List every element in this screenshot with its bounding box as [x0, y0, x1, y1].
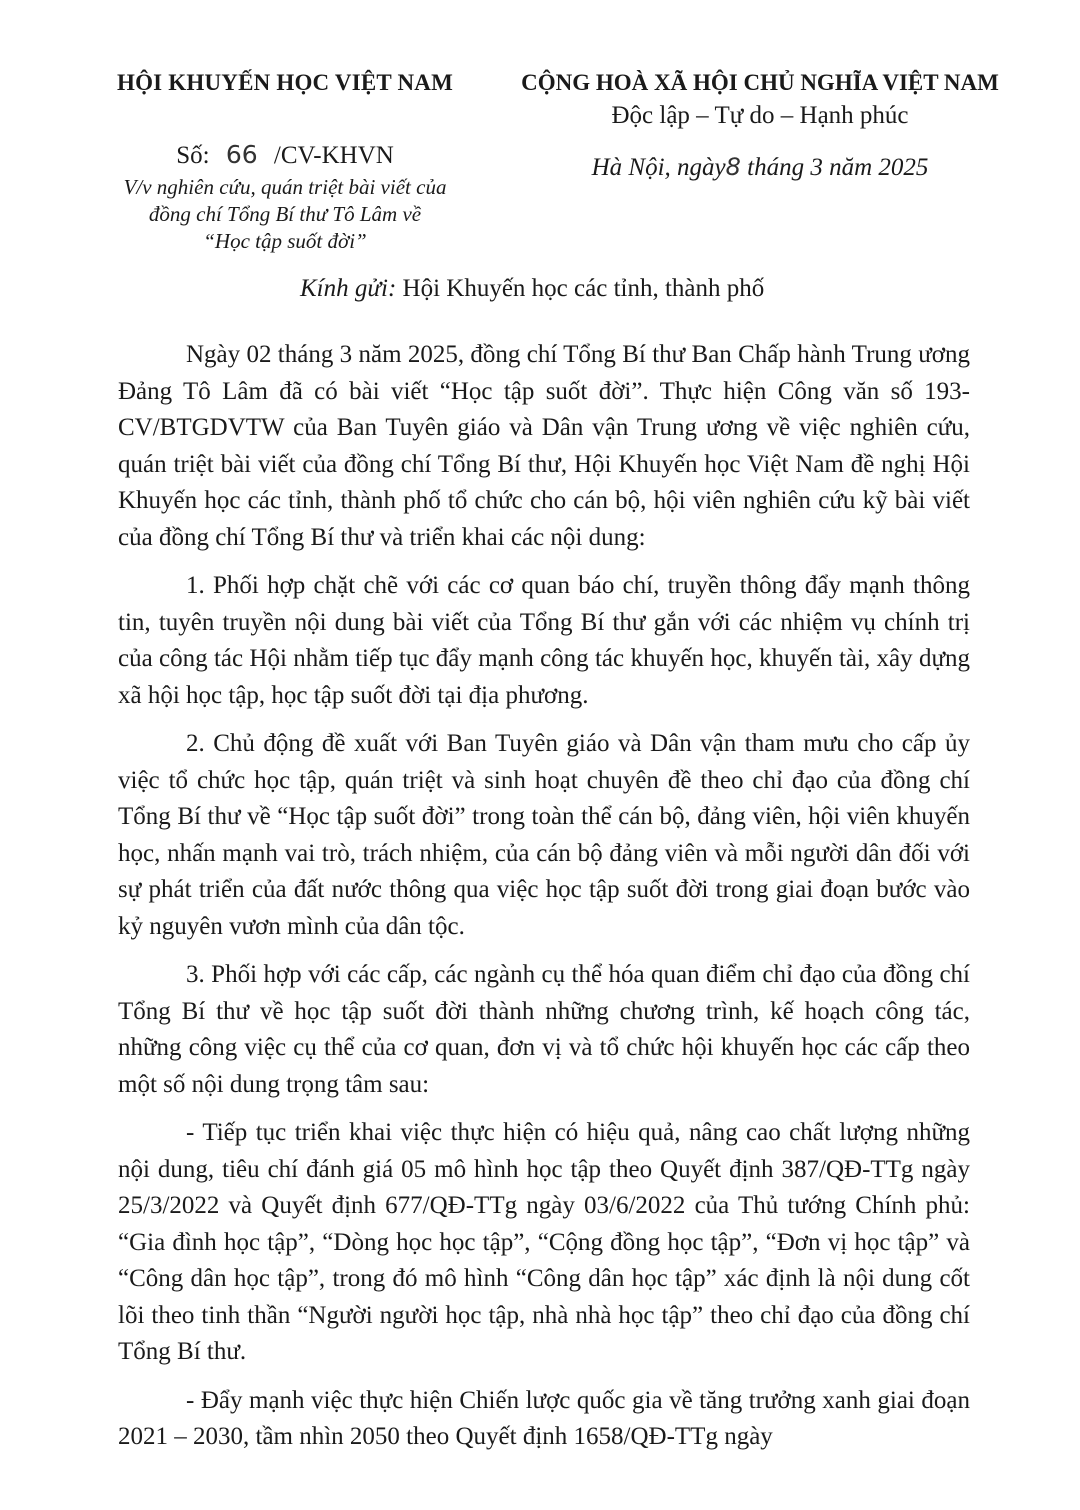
date-prefix: Hà Nội, ngày: [591, 154, 726, 181]
subject-line: “Học tập suốt đời”: [203, 229, 367, 253]
body-paragraph: - Đẩy mạnh việc thực hiện Chiến lược quốc gia về tăng trưởng xanh giai đoạn 2021 – 2030, tầm nhìn 2050 theo Quyết định 1658/QĐ-TTg ngày: [118, 1386, 970, 1450]
body-paragraph: 1. Phối hợp chặt chẽ với các cơ quan báo chí, truyền thông đẩy mạnh thông tin, tuyên truyền nội dung bài viết của Tổng Bí thư gắn với các nhiệm vụ chính trị của công tác Hội nhằm tiếp tục đẩy mạnh công tác khuyến học, khuyến tài, xây dựng xã hội học tập, học tập suốt đời tại địa phương.: [118, 572, 970, 709]
organization-name: HỘI KHUYẾN HỌC VIỆT NAM: [116, 70, 453, 95]
body-paragraph: - Tiếp tục triển khai việc thực hiện có hiệu quả, nâng cao chất lượng những nội dung, tiêu chí đánh giá 05 mô hình học tập theo Quyết định 387/QĐ-TTg ngày 25/3/2022 và Quyết định 677/QĐ-TTg ngày 03/6/2022 của Thủ tướng Chính phủ: “Gia đình học tập”, “Dòng học học tập”, “Cộng đồng học tập”, “Đơn vị học tập” và “Công dân học tập”, trong đó mô hình “Công dân học tập” xác định là nội dung cốt lõi theo tinh thần “Người người học tập, nhà nhà học tập” theo chỉ đạo của đồng chí Tổng Bí thư.: [118, 1119, 970, 1365]
subject-line: đồng chí Tổng Bí thư Tô Lâm về: [148, 202, 422, 226]
document-number-prefix: Số:: [176, 142, 210, 169]
document-body: [118, 337, 970, 1456]
body-paragraph: 3. Phối hợp với các cấp, các ngành cụ thể hóa quan điểm chỉ đạo của đồng chí Tổng Bí thư về học tập suốt đời thành những chương trình, kế hoạch công tác, những công việc cụ thể của cơ quan, đơn vị và tổ chức hội khuyến học các cấp theo một số nội dung trọng tâm sau:: [118, 961, 970, 1098]
nation-name: CỘNG HOÀ XÃ HỘI CHỦ NGHĨA VIỆT NAM: [521, 70, 999, 95]
recipient-name: Hội Khuyến học các tỉnh, thành phố: [402, 275, 765, 302]
document-number: [100, 140, 470, 170]
document-number-suffix: /CV-KHVN: [273, 142, 394, 169]
subject-line: V/v nghiên cứu, quán triệt bài viết của: [123, 175, 447, 199]
body-paragraph: 2. Chủ động đề xuất với Ban Tuyên giáo và Dân vận tham mưu cho cấp ủy việc tổ chức học tập, quán triệt và sinh hoạt chuyên đề theo chỉ đạo của đồng chí Tổng Bí thư về “Học tập suốt đời” trong toàn thể cán bộ, đảng viên, hội viên khuyến học, nhấn mạnh vai trò, trách nhiệm, của cán bộ đảng viên và mỗi người dân đối với sự phát triển của đất nước thông qua việc học tập suốt đời trong giai đoạn bước vào kỷ nguyên vươn mình của dân tộc.: [118, 730, 970, 940]
body-paragraph: Ngày 02 tháng 3 năm 2025, đồng chí Tổng Bí thư Ban Chấp hành Trung ương Đảng Tô Lâm đã có bài viết “Học tập suốt đời”. Thực hiện Công văn số 193-CV/BTGDVTW của Ban Tuyên giáo và Dân vận Trung ương về việc nghiên cứu, quán triệt bài viết của đồng chí Tổng Bí thư, Hội Khuyến học Việt Nam đề nghị Hội Khuyến học các tỉnh, thành phố tổ chức cho cán bộ, hội viên nghiên cứu kỹ bài viết của đồng chí Tổng Bí thư và triển khai các nội dung:: [118, 341, 970, 551]
date-suffix: tháng 3 năm 2025: [747, 154, 929, 181]
recipient-line: [300, 275, 1000, 303]
national-motto: Độc lập – Tự do – Hạnh phúc: [611, 102, 909, 129]
date-line: [500, 153, 1020, 182]
recipient-label: Kính gửi:: [300, 275, 397, 302]
document-subject: [100, 174, 470, 255]
document-number-handwritten: 66: [225, 140, 258, 169]
date-day-handwritten: 8: [725, 153, 741, 181]
